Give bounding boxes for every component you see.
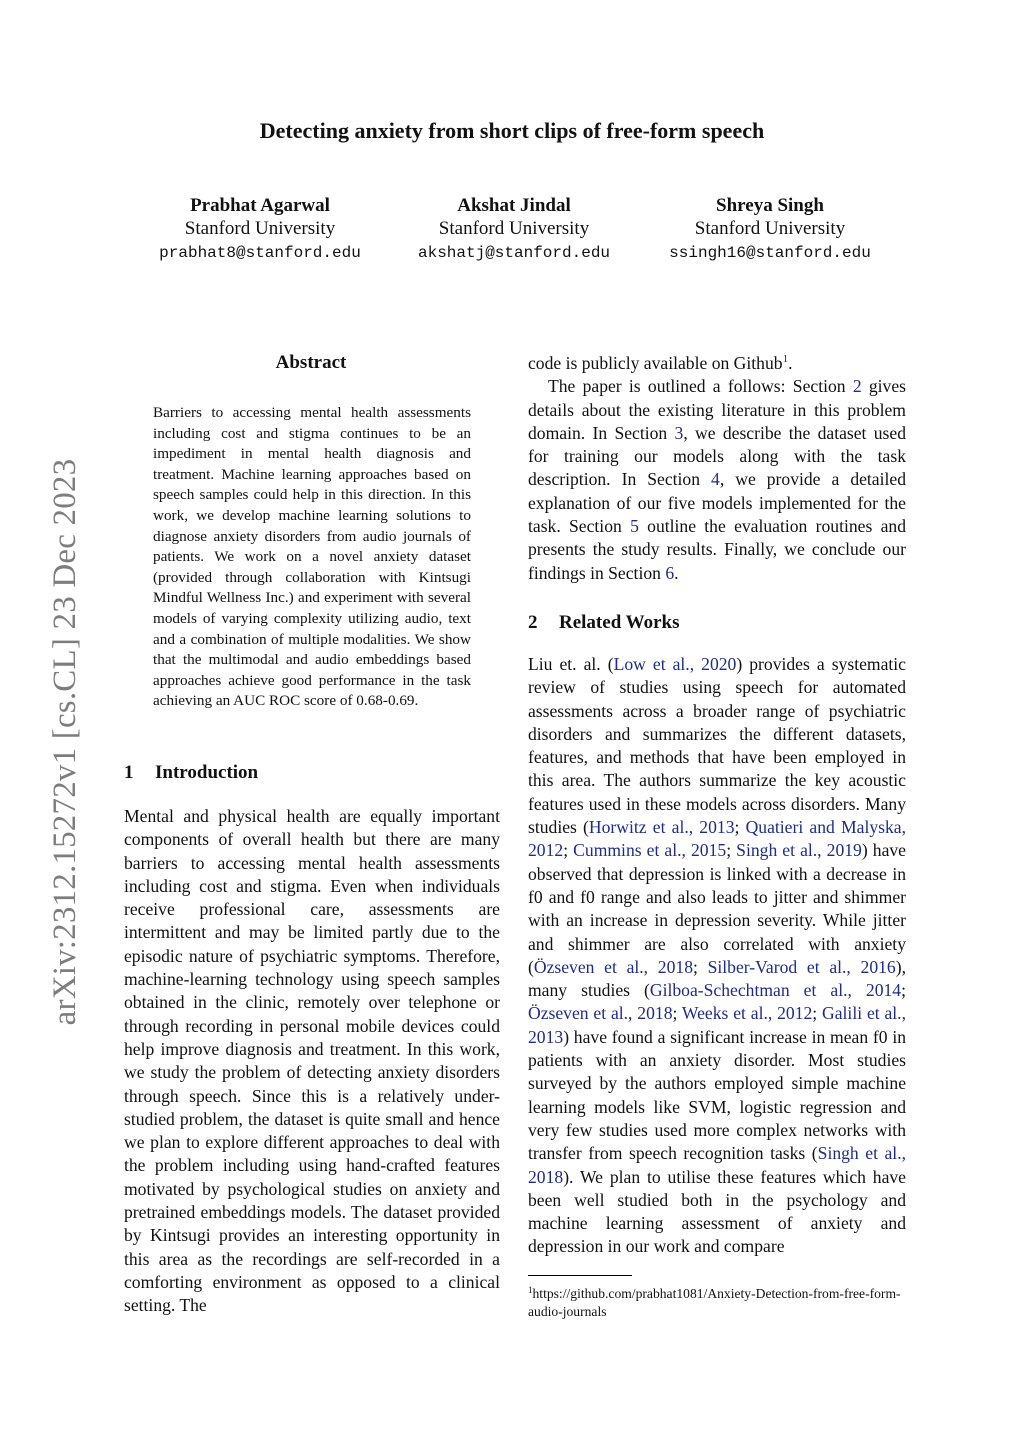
section-heading-introduction [124,762,258,784]
citation-link[interactable]: Weeks et al., 2012 [681,1003,813,1024]
footnote-mark: 1 [528,1285,533,1295]
citation-link[interactable]: Özseven et al., 2018 [528,1003,673,1024]
paragraph-text: ; [693,956,708,977]
citation-link[interactable]: Özseven et al., 2018 [533,956,693,977]
paragraph-text: , we provide a detailed explanation of our five models implemented for the task. Section [528,469,907,537]
section-ref-link[interactable]: 5 [630,516,639,537]
citation-link[interactable]: Galili et al., 2013 [528,1003,906,1047]
citation-link[interactable]: Silber-Varod et al., 2016 [707,956,896,977]
paragraph-text: ; [563,840,574,861]
section-number: 1 [124,762,134,783]
paragraph-text: ) have found a significant increase in mean f0 in patients with an anxiety disorder. Most studies surveyed by the authors employed simple machine learning models like SVM, logistic regression and very few studies used more complex networks with transfer from speech recognition tasks ( [528,1026,906,1164]
author-block [620,194,920,265]
footnote-url[interactable]: https://github.com/prabhat1081/Anxiety-Detection-from-free-form-audio-journals [528,1286,901,1319]
abstract-heading: Abstract [275,352,347,373]
citation-link[interactable]: Low et al., 2020 [613,654,737,674]
paragraph-text: ), many studies ( [528,956,906,1001]
paragraph-text: The paper is outlined a follows: Section [548,376,853,397]
paragraph-text: Liu et. al. ( [528,654,614,674]
citation-link[interactable]: Gilboa-Schechtman et al., 2014 [649,980,902,1001]
citation-link[interactable]: Quatieri and Malyska, 2012 [528,817,906,861]
section-title: Related Works [559,612,680,633]
footnote [528,1281,906,1321]
related-paragraph [528,653,906,1259]
paragraph-text: ) have observed that depression is linked with a decrease in f0 and f0 range and also leads to jitter and shimmer with an increase in depression severity. While jitter and shimmer are also correlated with anxiety ( [528,840,906,977]
left-column-body [124,805,500,1318]
section-ref-link[interactable]: 4 [711,469,720,490]
paragraph-text: code is publicly available on Github [528,353,783,373]
paragraph-text: , we describe the dataset used for training our models along with the task description. In Section [528,422,906,490]
citation-link[interactable]: Singh et al., 2019 [736,840,862,861]
section-title: Introduction [155,762,259,783]
author-email: ssingh16@stanford.edu [669,244,871,262]
paragraph-text: ; [812,1003,823,1024]
paragraph-text: ; [672,1003,682,1024]
section-ref-link[interactable]: 6 [665,562,675,583]
arxiv-identifier: arXiv:2312.15272v1 [cs.CL] 23 Dec 2023 [47,458,83,1026]
author-name: Shreya Singh [716,195,824,216]
intro-paragraph: Mental and physical health are equally important components of overall health but there are many barriers to accessing mental health assessments including cost and stigma. Even when individuals receive professional care, assessments are intermittent and may be limited partly due to the episodic nature of psychiatric symptoms. Therefore, machine-learning technology using speech samples obtained in the clinic, remotely over telephone or through recording in personal mobile devices could help improve diagnosis and treatment. In this work, we study the problem of detecting anxiety disorders through speech. Since this is a relatively under-studied problem, the dataset is quite small and hence we plan to explore different approaches to deal with the problem including using hand-crafted features motivated by psychological studies on anxiety and pretrained embeddings models. The dataset provided by Kintsugi provides an interesting opportunity in this area as the recordings are self-recorded in a comforting environment as opposed to a clinical setting. The [124,806,500,1316]
section-number: 2 [528,612,538,633]
paragraph-text: ; [734,817,746,838]
citation-link[interactable]: Singh et al., 2018 [528,1143,906,1187]
paragraph-text: ). We plan to utilise these features which have been well studied both in the psychology and machine learning assessment of anxiety and depression in our work and compare [528,1166,906,1257]
intro-paragraph-continued [528,352,906,375]
right-column-top [528,352,906,585]
paragraph-text: . [674,562,679,583]
footnote-divider [528,1275,632,1276]
author-affiliation: Stanford University [438,218,590,239]
paragraph-text: gives details about the existing literature in this problem domain. In Section [528,376,906,443]
outline-paragraph [528,375,906,585]
author-affiliation: Stanford University [694,218,846,239]
related-works-body [528,653,906,1259]
citation-link[interactable]: Horwitz et al., 2013 [588,817,735,838]
citation-link[interactable]: Cummins et al., 2015 [573,840,727,861]
author-email: akshatj@stanford.edu [417,244,611,262]
author-block [364,194,664,265]
paragraph-text: ; [901,980,906,1001]
author-email: prabhat8@stanford.edu [159,244,361,262]
paragraph-text: ) provides a systematic review of studies using speech for automated assessments across a broader range of psychiatric disorders and summarizes the different datasets, features, and methods that have been employed in this area. The authors summarize the key acoustic features used in these models across disorders. Many studies ( [528,654,906,838]
paragraph-text: ; [726,840,737,861]
section-heading-related-works [528,612,680,634]
abstract-text: Barriers to accessing mental health assessments including cost and stigma continues to be an impediment in mental health diagnosis and treatment. Machine learning approaches based on speech samples could help in this direction. In this work, we develop machine learning solutions to diagnose anxiety disorders from audio journals of patients. We work on a novel anxiety dataset (provided through collaboration with Kintsugi Mindful Wellness Inc.) and experiment with several models of varying complexity utilizing audio, text and a combination of multiple modalities. We show that the multimodal and audio embeddings based approaches achieve good performance in the task achieving an AUC ROC score of 0.68-0.69. [153,404,471,710]
section-ref-link[interactable]: 2 [852,376,862,397]
author-affiliation: Stanford University [184,218,336,239]
author-name: Akshat Jindal [457,195,571,216]
footnote-marker[interactable]: 1 [782,353,789,366]
paragraph-text: . [788,353,793,373]
section-ref-link[interactable]: 3 [674,422,684,443]
paragraph-text: outline the evaluation routines and presents the study results. Finally, we conclude our findings in Section [528,516,906,583]
paper-title: Detecting anxiety from short clips of free-form speech [259,118,765,143]
author-name: Prabhat Agarwal [190,195,330,216]
